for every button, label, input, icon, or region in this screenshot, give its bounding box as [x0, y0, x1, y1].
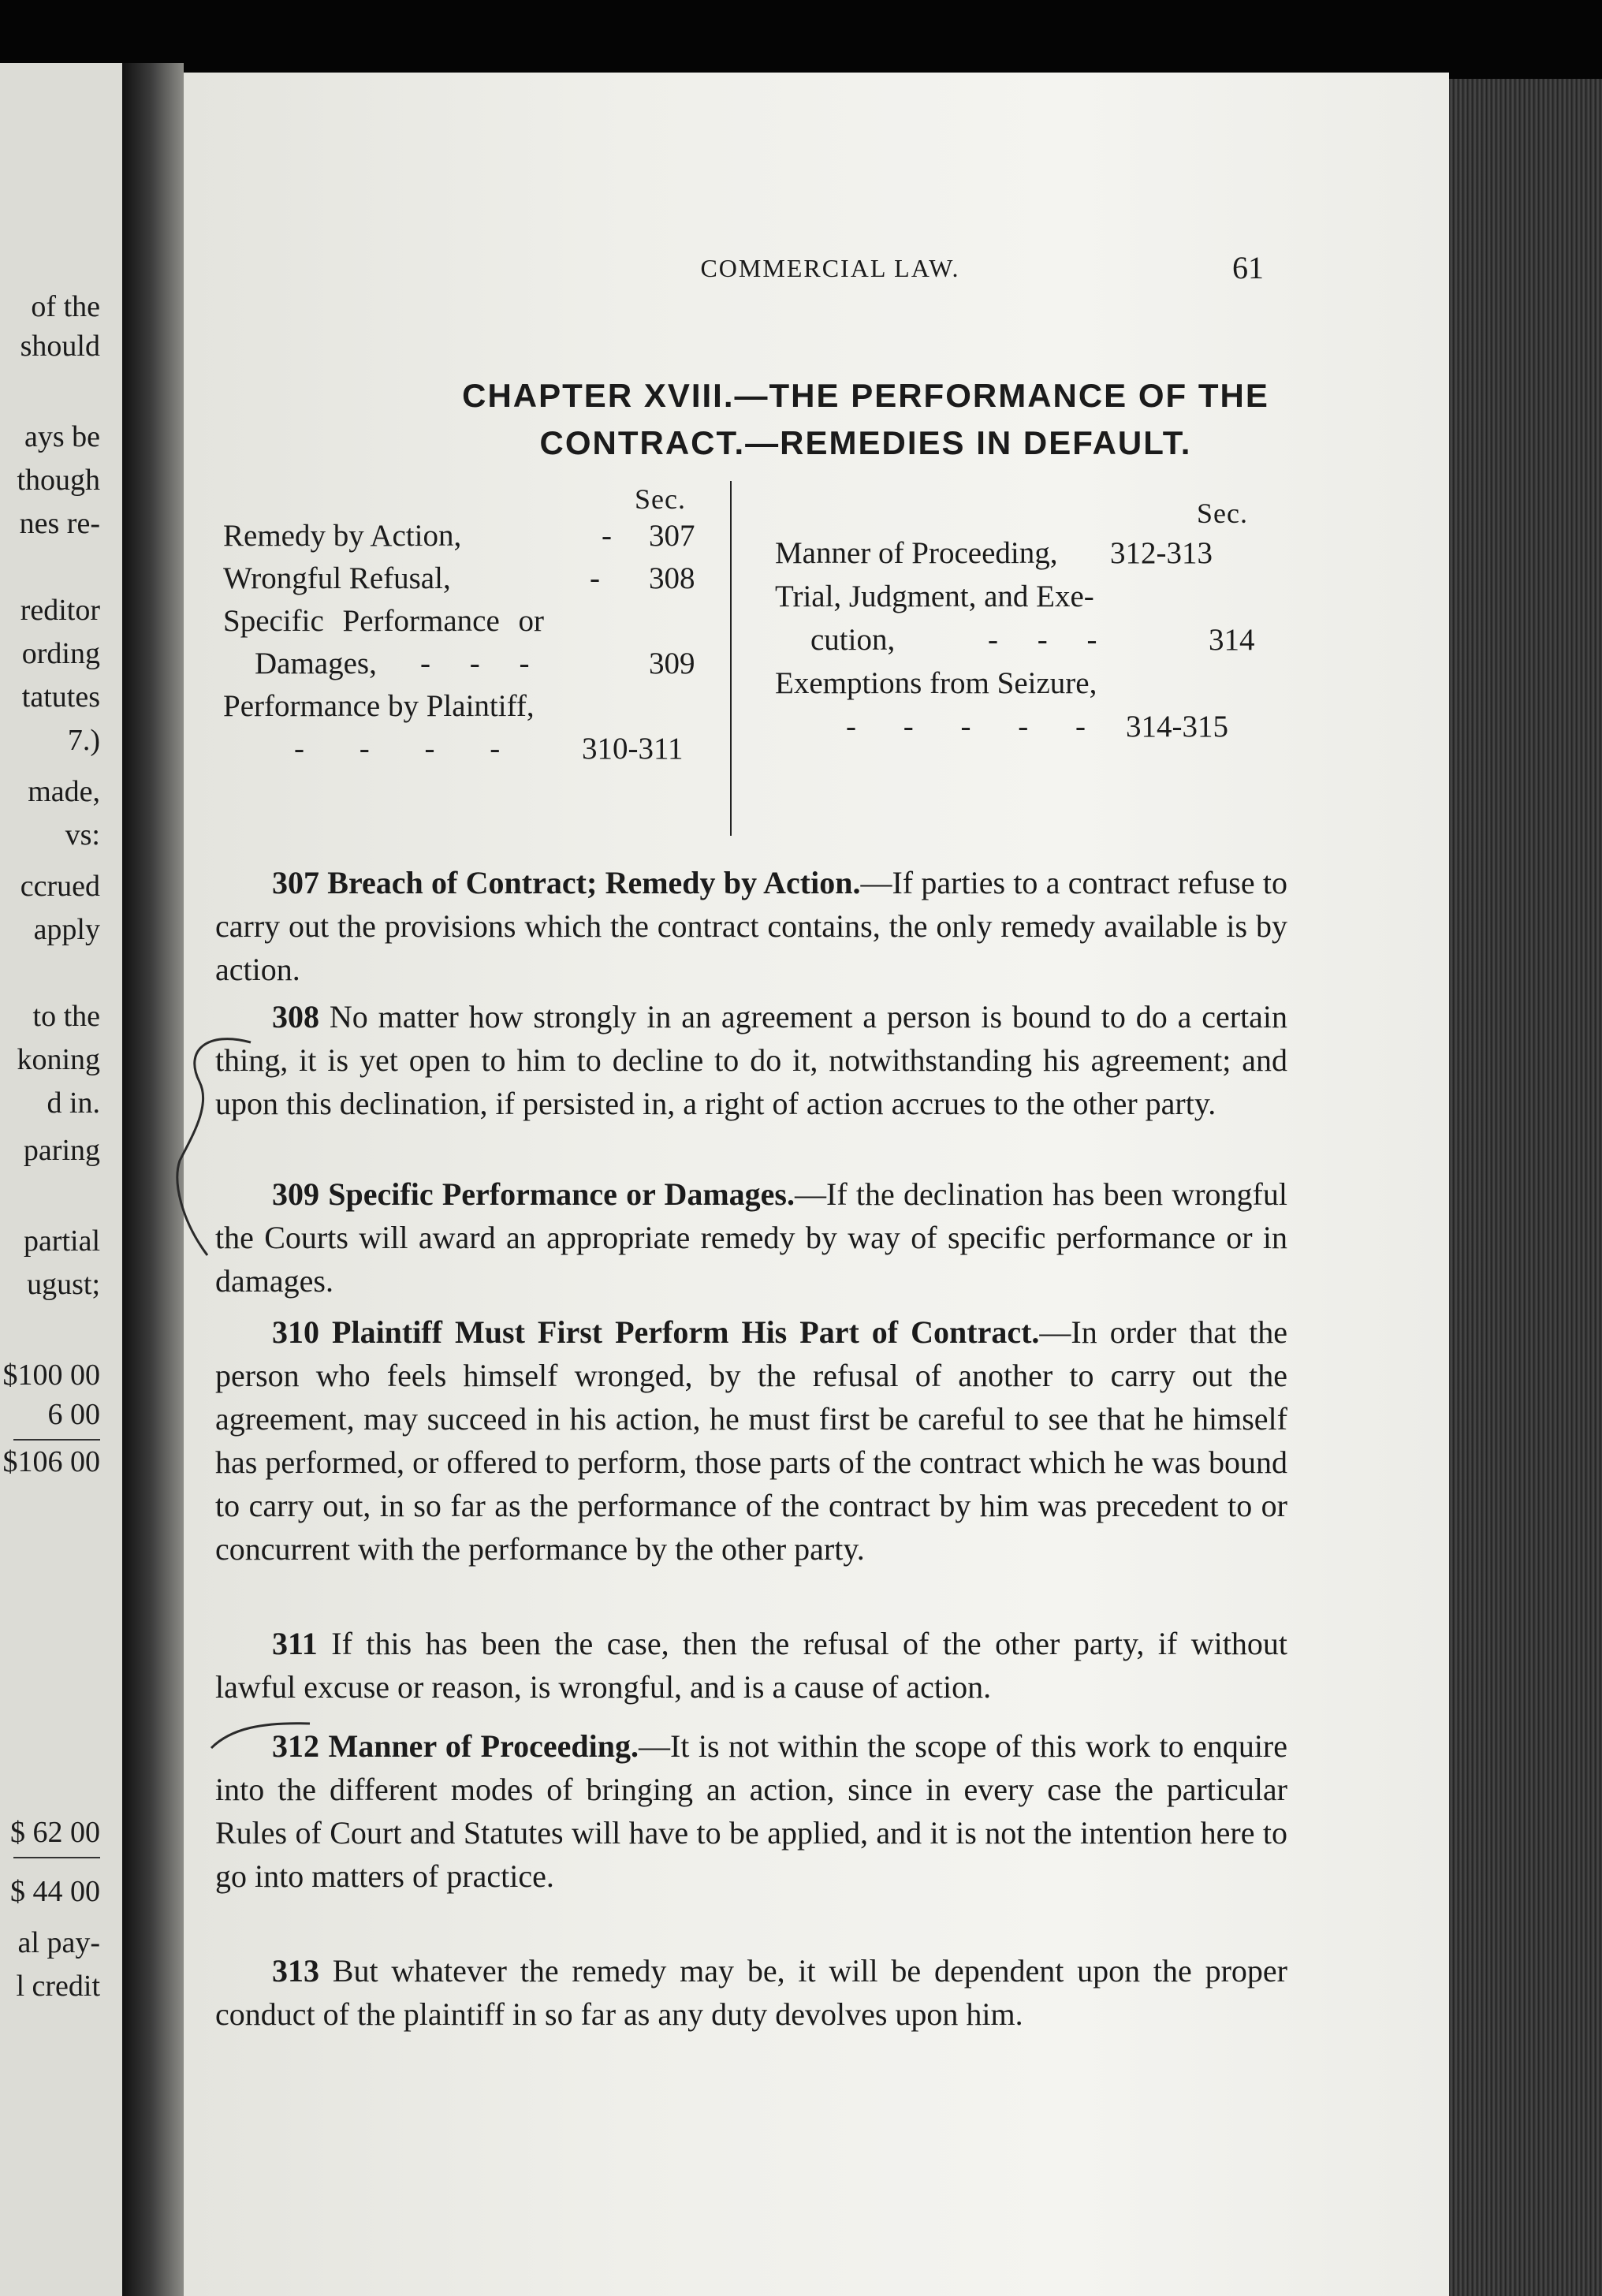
contents-entry: Remedy by Action,	[223, 519, 462, 553]
left-fragment: ays be	[24, 420, 100, 453]
section-number: 313	[272, 1953, 319, 1988]
sec-label-left: Sec.	[635, 483, 686, 515]
section-title: Manner of Proceeding.	[328, 1728, 639, 1764]
sum-rule	[13, 1857, 100, 1858]
contents-sec: 314-315	[1126, 710, 1228, 744]
contents-entry: Performance by Plaintiff,	[223, 689, 535, 723]
left-fragment: 7.)	[67, 724, 100, 757]
section-number: 309	[272, 1176, 319, 1212]
section-309	[215, 1172, 1287, 1303]
section-number: 312	[272, 1728, 319, 1764]
contents-sec: 307	[649, 519, 695, 553]
contents-entry: Damages,	[255, 647, 377, 680]
left-fragment: ording	[21, 637, 100, 670]
book-page	[184, 73, 1449, 2296]
left-fragment: l credit	[16, 1970, 100, 2003]
section-title: Breach of Contract; Remedy by Action.	[327, 865, 861, 900]
book-gutter	[122, 63, 184, 2296]
contents-dashes: - - -	[988, 623, 1097, 657]
section-310	[215, 1310, 1287, 1571]
left-fragment: made,	[28, 775, 100, 808]
left-fragment: ugust;	[27, 1268, 100, 1301]
left-fragment: apply	[33, 913, 100, 946]
left-fragment: to the	[32, 1000, 100, 1033]
left-fragment: al pay-	[17, 1926, 100, 1959]
left-fragment: should	[20, 330, 100, 363]
section-text: —In order that the person who feels himself wronged, by the refusal of another to carry out the agreement, may succeed in his action, he must first be careful to see that he himself has performed, or offered to perform, those parts of the contract which he was bound to carry out, in so far as the performance of the contract by him was precedent to or concurrent with the performance by the other party.	[215, 1314, 1288, 1567]
left-fragment: $ 44 00	[10, 1875, 100, 1908]
left-fragment: of the	[31, 290, 100, 323]
section-308	[215, 995, 1287, 1125]
section-text: No matter how strongly in an agreement a person is bound to do a certain thing, it is yet open to him to decline to do it, notwithstanding his agreement; and upon this declination, if persisted in, a right of action accrues to the other party.	[215, 999, 1288, 1121]
left-fragment: partial	[23, 1224, 100, 1258]
left-fragment: vs:	[65, 818, 100, 852]
left-fragment: though	[17, 464, 100, 497]
contents-dashes: -	[602, 519, 612, 553]
section-307	[215, 861, 1287, 991]
running-head: COMMERCIAL LAW.	[700, 254, 960, 282]
sum-rule	[13, 1439, 100, 1441]
contents-sec: 310-311	[582, 732, 684, 766]
section-text: —If the declination has been wrongful the Courts will award an appropriate remedy by way of specific performance or in damages.	[215, 1176, 1287, 1299]
left-fragment: paring	[23, 1134, 100, 1167]
left-fragment: nes re-	[19, 507, 100, 540]
contents-sec: 308	[649, 561, 695, 595]
section-text: —If parties to a contract refuse to carry out the provisions which the contract contains, the only remedy available is by action.	[215, 865, 1287, 987]
contents-sec: 314	[1209, 623, 1255, 657]
contents-entry: cution,	[810, 623, 896, 657]
section-text: If this has been the case, then the refusal of the other party, if without lawful excuse or reason, is wrongful, and is a cause of action.	[215, 1626, 1288, 1705]
contents-divider	[730, 481, 732, 836]
chapter-heading-line: CHAPTER XVIII.—THE PERFORMANCE OF THE	[462, 377, 1269, 414]
contents-sec: 312-313	[1110, 536, 1213, 570]
contents-dashes: - - - - -	[846, 710, 1086, 744]
left-fragment: reditor	[20, 594, 100, 627]
contents-entry: Manner of Proceeding,	[775, 536, 1058, 570]
sec-label-right: Sec.	[1197, 498, 1248, 529]
section-title: Plaintiff Must First Perform His Part of Contract.	[332, 1314, 1040, 1350]
section-number: 307	[272, 865, 319, 900]
contents-entry: Exemptions from Seizure,	[775, 666, 1097, 700]
section-title: Specific Performance or Damages.	[328, 1176, 795, 1212]
book-page-edges	[1449, 79, 1602, 2296]
previous-page-fragment	[0, 63, 122, 2296]
section-number: 310	[272, 1314, 319, 1350]
section-number: 308	[272, 999, 319, 1034]
left-fragment: koning	[17, 1043, 100, 1076]
contents-entry: Specific Performance or	[223, 604, 544, 638]
section-text: —It is not within the scope of this work to enquire into the different modes of bringing an action, since in every case the particular Rules of Court and Statutes will have to be applied, and it is not the intention here to go into matters of practice.	[215, 1728, 1288, 1894]
left-fragment: ccrued	[20, 870, 100, 903]
left-fragment: $106 00	[2, 1445, 100, 1478]
section-311	[215, 1622, 1287, 1709]
left-fragment: d in.	[47, 1086, 100, 1120]
contents-entry: Trial, Judgment, and Exe-	[775, 580, 1094, 613]
page-number: 61	[1232, 250, 1264, 285]
left-fragment: 6 00	[47, 1398, 100, 1431]
section-312	[215, 1724, 1287, 1898]
section-313	[215, 1949, 1287, 2036]
section-text: But whatever the remedy may be, it will be dependent upon the proper conduct of the plaintiff in so far as any duty devolves upon him.	[215, 1953, 1287, 2032]
left-fragment: tatutes	[21, 680, 100, 714]
chapter-heading-line: CONTRACT.—REMEDIES IN DEFAULT.	[539, 424, 1192, 461]
contents-sec: 309	[649, 647, 695, 680]
contents-dashes: - - - -	[294, 732, 501, 766]
section-number: 311	[272, 1626, 318, 1661]
chapter-heading	[341, 372, 1390, 467]
left-fragment: $100 00	[2, 1359, 100, 1392]
contents-entry: Wrongful Refusal,	[223, 561, 451, 595]
left-fragment: $ 62 00	[10, 1816, 100, 1849]
contents-dashes: -	[590, 561, 600, 595]
contents-dashes: - - -	[420, 647, 530, 680]
